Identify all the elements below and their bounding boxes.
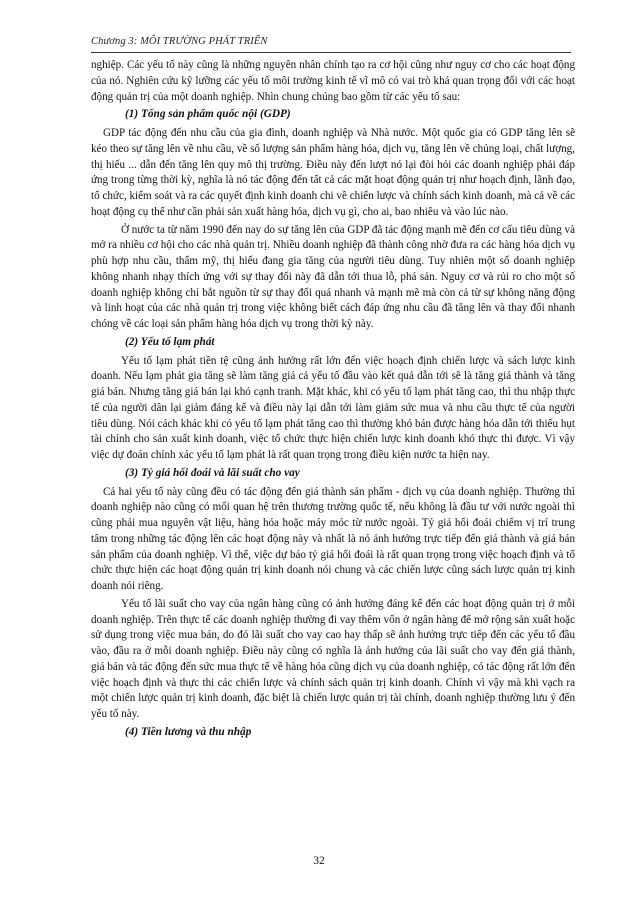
section-heading-wages: (4) Tiền lương và thu nhập bbox=[125, 725, 252, 738]
paragraph: Yếu tố lãi suất cho vay của ngân hàng cũng có ảnh hưởng đáng kể đến các hoạt động quản trị ở mỗi doanh nghiệp. Trên thực tế các doanh nghiệp thường đi vay thêm vốn ở ngân hàng để mở rộng sản xuất hoặc sử dụng trong việc mua bán, do đó lãi suất cho vay cao hay thấp sẽ ảnh hưởng trực tiếp đến các yếu tố đầu vào, đầu ra ở mỗi doanh nghiệp. Điều này cũng có nghĩa là ảnh hưởng của lãi suất cho vay đến giá thành, giá bán và tác động đến sức mua thực tế về hàng hóa cũng dịch vụ của doanh nghiệp, có tác động rất lớn đến việc hoạch định và thực thi các chiến lược và chính sách quản trị kinh doanh. Chính vì vậy mà khi vạch ra một chiến lược quản trị kinh doanh, đặc biệt là chiến lược quản trị tài chính, doanh nghiệp thường lưu ý đến yếu tố này. bbox=[91, 597, 575, 720]
section-heading-gdp: (1) Tổng sản phẩm quốc nội (GDP) bbox=[125, 108, 291, 121]
page-body bbox=[91, 58, 575, 744]
section-heading-exchange-rate: (3) Tỷ giá hối đoái và lãi suất cho vay bbox=[125, 466, 300, 479]
paragraph: Ở nước ta từ năm 1990 đến nay do sự tăng lên của GDP đã tác động mạnh mẽ đến cơ cấu tiêu dùng và mở ra nhiều cơ hội cho các nhà quản trị. Nhiều doanh nghiệp đã thành công nhờ đưa ra các hàng hóa dịch vụ phù hợp nhu cầu, thẩm mỹ, thị hiếu đang gia tăng của người tiêu dùng. Tuy nhiên một số doanh nghiệp không nhanh nhạy thích ứng với sự thay đổi này đã dẫn tới thua lỗ, phá sản. Nguy cơ và rủi ro cho một số doanh nghiệp không chỉ bắt nguồn từ sự thay đổi quá nhanh và mạnh mẽ mà còn cả từ sự không năng động và linh hoạt của các nhà quản trị trong việc không biết cách đáp ứng nhu cầu đã tăng lên và thay đổi nhanh chóng về các loại sản phẩm hàng hóa dịch vụ trong thời kỳ này. bbox=[91, 223, 575, 330]
paragraph: Yếu tố lạm phát tiền tệ cũng ảnh hưởng rất lớn đến việc hoạch định chiến lược và sách lược kinh doanh. Nếu lạm phát gia tăng sẽ làm tăng giá cả yếu tố đầu vào kết quả dẫn tới sẽ là tăng giá thành và tăng giá bán. Nhưng tăng giá bán lại khó cạnh tranh. Mặt khác, khi có yếu tố lạm phát tăng cao, thì thu nhập thực tế của người dân lại giảm đáng kể và điều này lại dẫn tới làm giảm sức mua và nhu cầu thực tế của người tiêu dùng. Nói cách khác khi có yếu tố lạm phát tăng cao thì thường khó bán được hàng hóa dẫn tới thiếu hụt tài chính cho sản xuất kinh doanh, việc tổ chức thực hiện chiến lược kinh doanh khó thực thi được. Vì vậy việc dự đoán chính xác yếu tố lạm phát là rất quan trọng trong điều kiện nước ta hiện nay. bbox=[91, 354, 575, 461]
chapter-header: Chương 3: MÔI TRƯỜNG PHÁT TRIỂN bbox=[91, 36, 268, 47]
header-divider bbox=[91, 52, 571, 53]
section-heading-inflation: (2) Yếu tố lạm phát bbox=[125, 335, 215, 348]
paragraph: Cả hai yếu tố này cũng đều có tác động đến giá thành sản phẩm - dịch vụ của doanh nghiệp. Thường thì doanh nghiệp nào cũng có mối quan hệ trên thương trường quốc tế, nếu không là đầu tư với nước ngoài thì cũng phải mua nguyên vật liệu, hàng hóa hoặc máy móc từ nước ngoài. Tỷ giá hối đoái chiếm vị trí trung tâm trong những tác động lên các hoạt động này và nhất là nó ảnh hưởng trực tiếp đến giá thành và giá bán sản phẩm của doanh nghiệp. Vì thế, việc dự báo tỷ giá hối đoái là rất quan trọng trong việc hoạch định và tổ chức thực hiện các hoạt động quản trị kinh doanh nói chung và các chiến lược cũng sách lược quản trị kinh doanh nói riêng. bbox=[91, 485, 575, 592]
paragraph: nghiệp. Các yếu tố này cũng là những nguyên nhân chính tạo ra cơ hội cũng như nguy cơ cho các hoạt động của nó. Nghiên cứu kỹ lưỡng các yếu tố môi trường kinh tế vĩ mô có vai trò khá quan trọng đối với các hoạt động quản trị của một doanh nghiệp. Nhìn chung chúng bao gồm từ các yếu tố sau: bbox=[91, 59, 575, 103]
paragraph: GDP tác động đến nhu cầu của gia đình, doanh nghiệp và Nhà nước. Một quốc gia có GDP tăng lên sẽ kéo theo sự tăng lên về nhu cầu, về số lượng sản phẩm hàng hóa, dịch vụ, tăng lên về chủng loại, chất lượng, thị hiếu ... dẫn đến tăng lên quy mô thị trường. Điều này đến lượt nó lại đòi hỏi các doanh nghiệp phải đáp ứng trong từng thời kỳ, nghĩa là nó tác động đến tất cả các mặt hoạt động quản trị như hoạch định, lãnh đạo, tổ chức, kiểm soát và ra các quyết định kinh doanh chi về chiến lược và chính sách kinh doanh, mà cả về các hoạt động cụ thể như cần phải sản xuất hàng hóa, dịch vụ gì, cho ai, bao nhiêu và vào lúc nào. bbox=[91, 127, 575, 218]
page-number: 32 bbox=[313, 855, 325, 867]
